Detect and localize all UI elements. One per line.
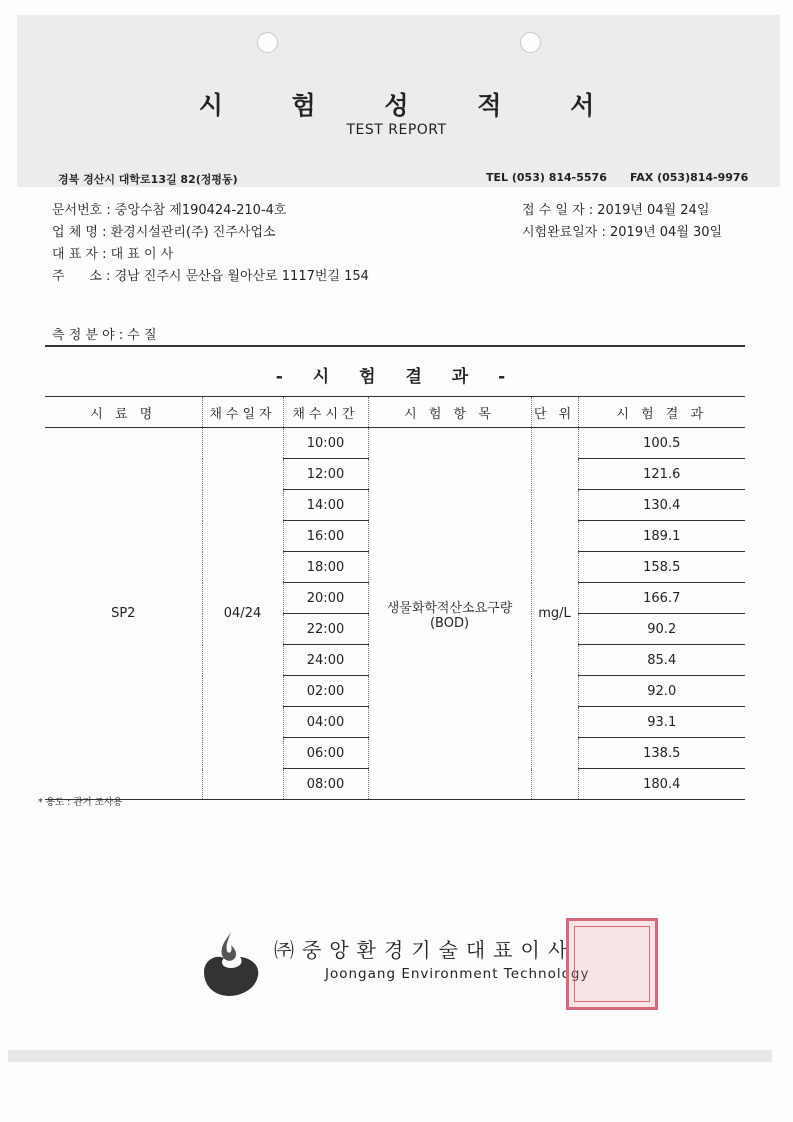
sampling-time: 04:00 — [283, 707, 368, 738]
header-test-item: 시 험 항 목 — [368, 397, 531, 428]
sampling-time: 02:00 — [283, 676, 368, 707]
header-sampling-date: 채수일자 — [202, 397, 283, 428]
doc-number-label: 문서번호 : — [52, 203, 115, 218]
punch-hole-left — [257, 32, 278, 53]
measurement-field: 수 질 — [127, 328, 157, 343]
measurement-field-row — [52, 324, 157, 343]
report-subtitle: TEST REPORT — [346, 122, 447, 138]
results-table — [45, 397, 745, 800]
company-name-korean: ㈜중앙환경기술대표이사 — [274, 938, 576, 962]
table-header-row — [45, 397, 745, 428]
sampling-time: 18:00 — [283, 552, 368, 583]
unit: mg/L — [531, 428, 578, 800]
test-item-name: 생물화학적산소요구량 — [386, 600, 513, 616]
complete-date: 2019년 04월 30일 — [610, 225, 723, 240]
doc-number: 중앙수참 제190424-210-4호 — [114, 203, 287, 218]
test-result: 100.5 — [578, 428, 745, 459]
sampling-time: 20:00 — [283, 583, 368, 614]
sampling-time: 12:00 — [283, 459, 368, 490]
lab-tel: TEL (053) 814-5576 — [486, 171, 607, 184]
company-logo — [198, 928, 264, 998]
test-result: 85.4 — [578, 645, 745, 676]
test-result: 166.7 — [578, 583, 745, 614]
client-address: 경남 진주시 문산읍 월아산로 1117번길 154 — [114, 269, 369, 284]
test-item-code: (BOD) — [429, 615, 470, 631]
sample-name: SP2 — [45, 428, 202, 800]
test-result: 138.5 — [578, 738, 745, 769]
test-result: 121.6 — [578, 459, 745, 490]
test-result: 130.4 — [578, 490, 745, 521]
header-test-result: 시 험 결 과 — [578, 397, 745, 428]
company-name-english: Joongang Environment Technology — [325, 966, 590, 982]
header-sample-name: 시 료 명 — [45, 397, 202, 428]
test-result: 180.4 — [578, 769, 745, 800]
test-item — [368, 428, 531, 800]
table-row — [45, 428, 745, 459]
test-result: 158.5 — [578, 552, 745, 583]
bottom-band — [8, 1050, 772, 1062]
complete-date-row — [522, 221, 722, 240]
sampling-date: 04/24 — [202, 428, 283, 800]
receipt-date-label: 접 수 일 자 : — [522, 203, 598, 218]
representative-label: 대 표 자 : — [52, 247, 111, 262]
official-seal-stamp — [566, 918, 658, 1010]
company-label: 업 체 명 : — [52, 225, 111, 240]
header-unit: 단 위 — [531, 397, 578, 428]
sampling-time: 14:00 — [283, 490, 368, 521]
section-title: - 시 험 결 과 - — [275, 367, 518, 387]
lab-address: 경북 경산시 대학로13길 82(정평동) — [58, 173, 238, 186]
complete-date-label: 시험완료일자 : — [522, 225, 610, 240]
sampling-time: 10:00 — [283, 428, 368, 459]
sampling-time: 24:00 — [283, 645, 368, 676]
representative-row — [52, 243, 173, 262]
measurement-field-label: 측 정 분 야 : — [52, 328, 128, 343]
sampling-time: 22:00 — [283, 614, 368, 645]
sampling-time: 16:00 — [283, 521, 368, 552]
doc-number-row — [52, 199, 286, 218]
sampling-time: 06:00 — [283, 738, 368, 769]
receipt-date: 2019년 04월 24일 — [597, 203, 710, 218]
lab-fax: FAX (053)814-9976 — [630, 171, 749, 184]
test-result: 189.1 — [578, 521, 745, 552]
footnote: * 용도 : 관거 조사용 — [38, 797, 123, 808]
test-result: 92.0 — [578, 676, 745, 707]
company-row — [52, 221, 276, 240]
test-result: 90.2 — [578, 614, 745, 645]
client-address-row — [52, 265, 369, 284]
company-name: 환경시설관리(주) 진주사업소 — [110, 225, 276, 240]
punch-hole-right — [520, 32, 541, 53]
test-result: 93.1 — [578, 707, 745, 738]
receipt-date-row — [522, 199, 709, 218]
section-top-rule — [45, 345, 745, 347]
client-address-label: 주 소 : — [52, 269, 115, 284]
header-sampling-time: 채수시간 — [283, 397, 368, 428]
report-title: 시 험 성 적 서 — [198, 91, 625, 120]
representative: 대 표 이 사 — [110, 247, 174, 262]
sampling-time: 08:00 — [283, 769, 368, 800]
